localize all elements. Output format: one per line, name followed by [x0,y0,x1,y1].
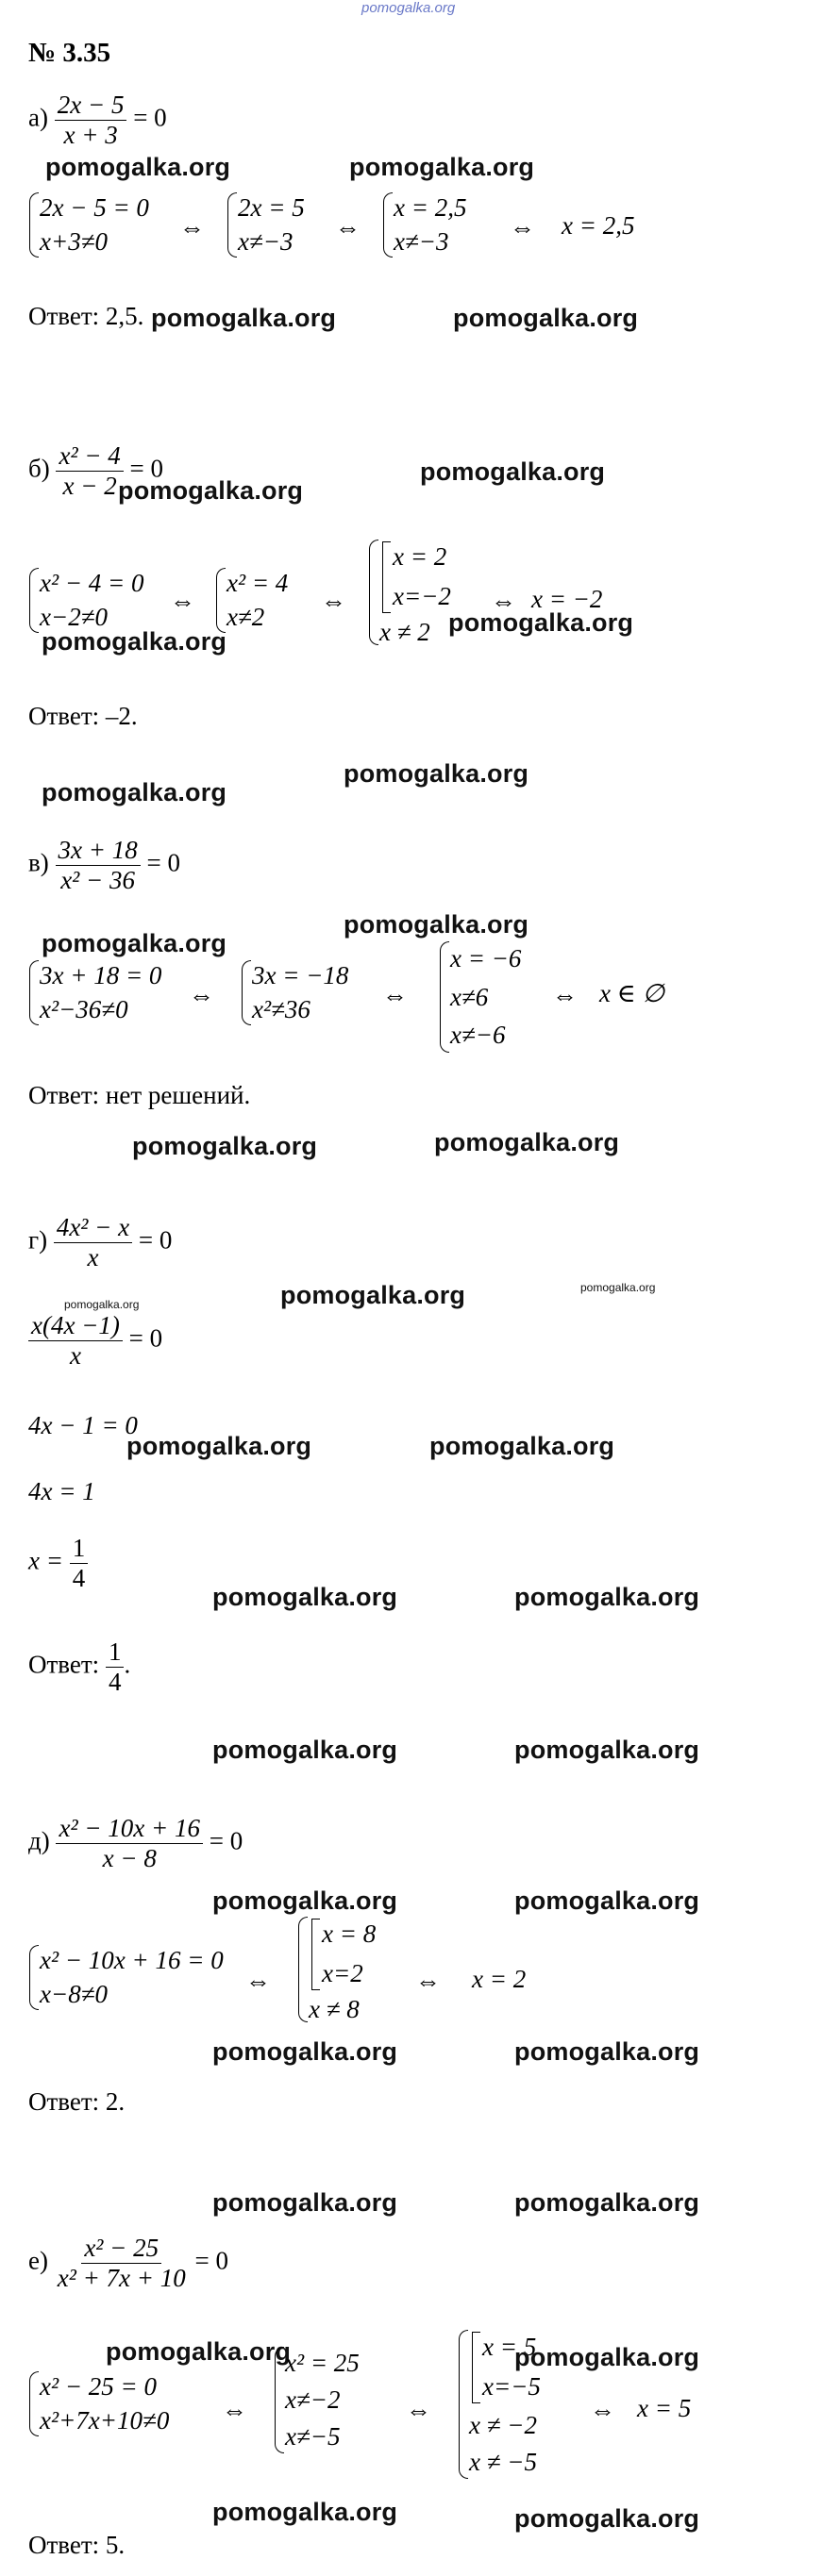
system-1 [28,2369,169,2438]
system-1 [28,958,161,1027]
set-row: x = 8 [322,1920,377,1948]
system-row: x≠2 [227,603,265,632]
numerator: 1 [70,1536,89,1564]
watermark: pomogalka.org [42,778,227,806]
watermark: pomogalka.org [212,2188,398,2217]
result: x = 2,5 [562,211,635,240]
answer: Ответ: –2. [28,702,138,730]
part-label: а) [28,103,48,132]
watermark: pomogalka.org [212,2498,398,2526]
watermark: pomogalka.org [344,759,529,788]
system-row: x = 2,5 [394,193,467,222]
watermark: pomogalka.org [514,1736,700,1764]
result: x = 5 [637,2394,692,2422]
watermark: pomogalka.org [420,457,606,486]
denominator: x + 3 [63,121,118,149]
watermark: pomogalka.org [45,153,231,181]
top-watermark[interactable]: pomogalka.org [361,0,456,16]
set-row: x=−2 [393,581,451,610]
equation-step-4: 4x = 1 [28,1477,95,1505]
watermark: pomogalka.org [212,2037,398,2066]
fraction [56,1816,203,1871]
part-label: в) [28,848,49,877]
system-1 [28,566,144,635]
equivalence-icon: ⇔ [552,981,578,1009]
equation-step-3: 4x − 1 = 0 [28,1411,138,1439]
denominator: 4 [72,1564,86,1592]
watermark: pomogalka.org [151,304,337,332]
system-3 [382,191,466,259]
rhs: = 0 [146,848,180,877]
watermark: pomogalka.org [344,910,529,939]
system-row: x² − 25 = 0 [40,2372,158,2401]
watermark: pomogalka.org [280,1281,466,1309]
equivalence-icon: ⇔ [491,587,516,615]
part-label: е) [28,2246,48,2275]
denominator: x − 2 [62,472,117,500]
watermark: pomogalka.org [118,476,304,505]
numerator: x² − 4 [56,443,123,472]
system-2 [215,566,288,635]
result: x = −2 [531,585,603,613]
equivalence-icon: ⇔ [415,1967,441,1995]
numerator: 4x² − x [54,1215,132,1243]
part-d-equation [28,1215,172,1271]
system-row: x ≠ −2 [469,2410,538,2439]
watermark-small: pomogalka.org [64,1298,140,1311]
system-row: x² = 4 [227,569,289,597]
watermark: pomogalka.org [42,929,227,957]
watermark: pomogalka.org [212,1736,398,1764]
watermark: pomogalka.org [212,1583,398,1611]
fraction [70,1536,89,1591]
set [368,538,451,647]
system-row: x = −6 [450,944,522,972]
rhs: = 0 [129,454,164,483]
equivalence-icon: ⇔ [170,587,195,615]
denominator: x [69,1341,81,1370]
part-c-equation [28,838,180,893]
part-e-equation [28,1816,243,1871]
part-label: г) [28,1225,48,1255]
denominator: x² + 7x + 10 [57,2264,186,2292]
watermark: pomogalka.org [212,1886,398,1915]
system-2 [241,958,348,1027]
watermark: pomogalka.org [126,1432,312,1460]
system-row: 3x = −18 [252,961,349,989]
set-row: x=−5 [482,2371,541,2401]
fraction [56,838,141,893]
set-row: x = 2 [393,542,447,571]
result: x = 2 [472,1965,527,1993]
answer-prefix: Ответ: [28,1650,100,1679]
fraction [55,92,127,148]
answer [28,1639,130,1695]
denominator: 4 [108,1668,122,1696]
system-row: x≠6 [450,982,489,1011]
system-row: x² = 25 [285,2349,360,2377]
system-row: x² − 10x + 16 = 0 [40,1946,224,1974]
rhs: = 0 [128,1323,163,1353]
denominator: x − 8 [102,1844,157,1872]
equivalence-icon: ⇔ [189,981,214,1009]
system-row: x≠−5 [285,2422,341,2451]
problem-title: № 3.35 [28,38,111,68]
fraction [54,1215,132,1271]
part-label: б) [28,454,50,483]
watermark: pomogalka.org [514,1583,700,1611]
answer: Ответ: 2. [28,2087,126,2116]
watermark: pomogalka.org [514,2188,700,2217]
system-2 [227,191,305,259]
fraction [106,1639,125,1695]
answer: Ответ: 5. [28,2531,126,2559]
watermark: pomogalka.org [106,2337,292,2366]
watermark: pomogalka.org [434,1128,620,1156]
numerator: 2x − 5 [55,92,127,121]
equivalence-icon: ⇔ [510,213,535,241]
answer: Ответ: 2,5. [28,302,144,330]
result: x ∈ ∅ [599,979,664,1007]
system-row: x≠−3 [394,227,449,257]
equivalence-icon: ⇔ [590,2396,615,2424]
watermark: pomogalka.org [514,2343,700,2371]
system-2 [274,2345,360,2455]
numerator: 1 [106,1639,125,1668]
watermark: pomogalka.org [132,1132,318,1160]
fraction [55,2235,189,2291]
fraction [28,1313,123,1369]
watermark-small: pomogalka.org [580,1281,656,1294]
equation-step-5 [28,1536,88,1591]
set-row: x=2 [322,1958,363,1987]
denominator: x [87,1243,99,1271]
system-row: x≠−3 [238,227,294,257]
rhs: = 0 [209,1826,243,1855]
lhs: x = [28,1546,63,1575]
equivalence-icon: ⇔ [245,1967,271,1995]
system-row: x ≠ −5 [469,2447,538,2476]
numerator: 3x + 18 [56,838,141,866]
rhs: = 0 [194,2246,228,2275]
equivalence-icon: ⇔ [222,2396,247,2424]
part-label: д) [28,1826,50,1855]
fraction [56,443,123,499]
equivalence-icon: ⇔ [321,587,346,615]
rhs: = 0 [138,1225,173,1255]
system-row: x≠−2 [285,2385,341,2415]
watermark: pomogalka.org [349,153,535,181]
denominator: x² − 36 [60,866,136,894]
set-row: x = 5 [482,2333,537,2361]
equivalence-icon: ⇔ [335,213,361,241]
numerator: x(4x −1) [28,1313,123,1341]
watermark: pomogalka.org [453,304,639,332]
system-row: x−2≠0 [40,603,109,632]
system-1 [28,191,149,259]
system-3 [439,939,521,1055]
system-row: x ≠ 2 [379,617,430,646]
rhs: = 0 [133,103,167,132]
set [297,1915,376,2024]
watermark: pomogalka.org [514,1886,700,1915]
system-row: x²≠36 [252,995,310,1024]
system-row: x²+7x+10≠0 [40,2406,170,2435]
watermark: pomogalka.org [42,627,227,656]
numerator: x² − 10x + 16 [56,1816,203,1844]
watermark: pomogalka.org [514,2037,700,2066]
system-row: 2x − 5 = 0 [40,193,149,222]
system-row: x−8≠0 [40,1980,109,2009]
equivalence-icon: ⇔ [406,2396,431,2424]
watermark: pomogalka.org [514,2504,700,2533]
system-row: x+3≠0 [40,227,109,257]
numerator: x² − 25 [81,2235,161,2264]
answer-suffix: . [124,1650,131,1679]
system-1 [28,1943,224,2012]
equation-step-2 [28,1313,162,1369]
answer: Ответ: нет решений. [28,1081,251,1109]
part-f-equation [28,2235,228,2291]
system-row: x ≠ 8 [309,1994,360,2023]
system-row: 2x = 5 [238,193,305,222]
watermark: pomogalka.org [448,608,634,637]
system-row: x² − 4 = 0 [40,569,144,597]
equivalence-icon: ⇔ [382,981,408,1009]
part-a-equation [28,92,167,148]
system-row: x≠−6 [450,1021,506,1049]
watermark: pomogalka.org [429,1432,615,1460]
system-row: 3x + 18 = 0 [40,961,162,989]
equivalence-icon: ⇔ [179,213,205,241]
system-row: x²−36≠0 [40,995,128,1024]
